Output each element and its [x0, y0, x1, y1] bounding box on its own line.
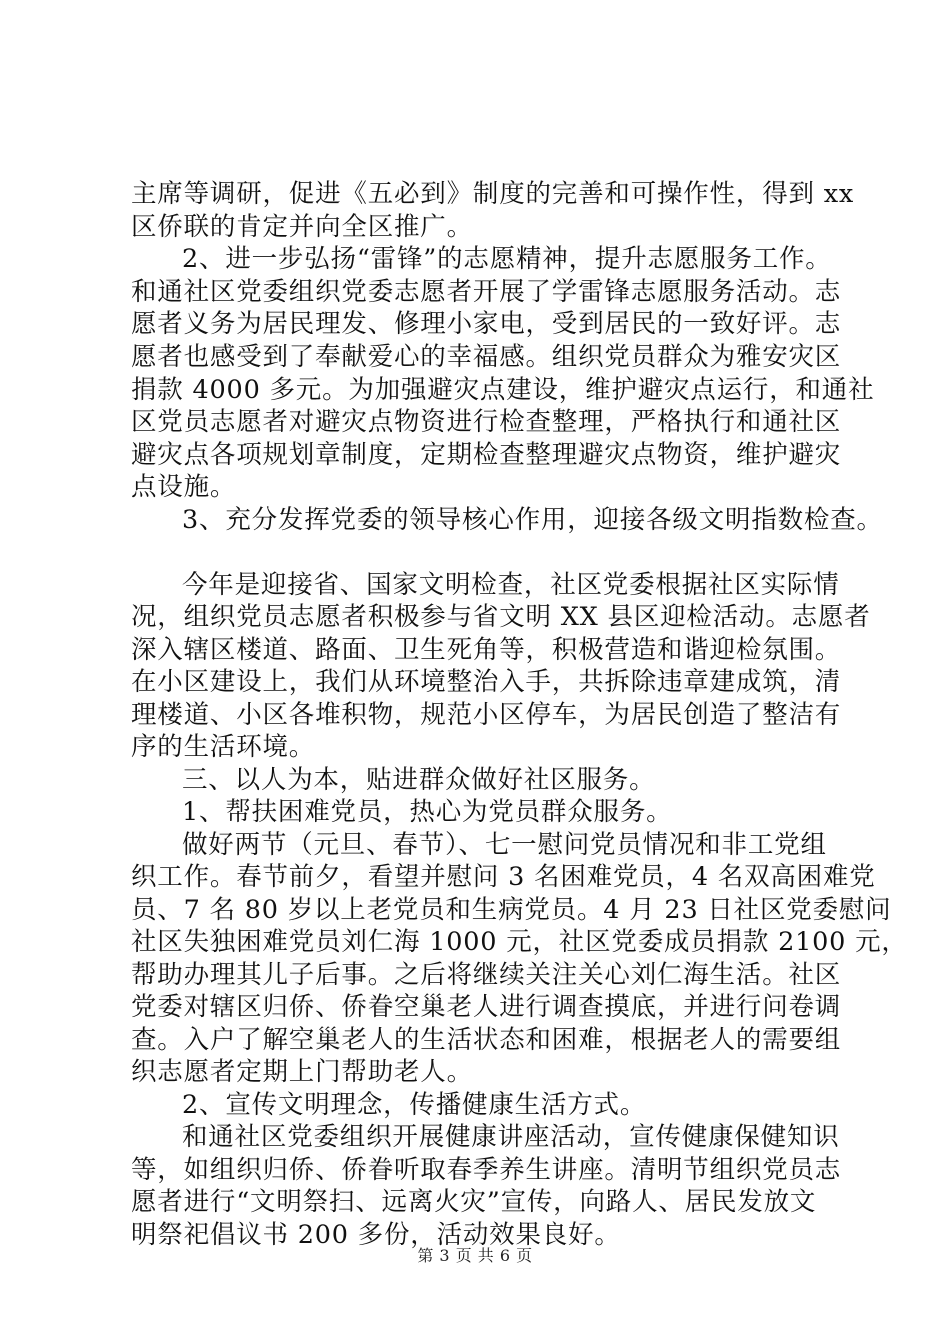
text-line: 织志愿者定期上门帮助老人。	[131, 1057, 473, 1087]
text-line: 理楼道、小区各堆积物，规范小区停车，为居民创造了整洁有	[131, 700, 842, 730]
text-line: 序的生活环境。	[131, 732, 316, 762]
text-line: 区党员志愿者对避灾点物资进行检查整理，严格执行和通社区	[131, 407, 842, 437]
text-line: 愿者也感受到了奉献爱心的幸福感。组织党员群众为雅安灾区	[131, 342, 842, 372]
text-line: 捐款 4000 多元。为加强避灾点建设，维护避灾点运行，和通社	[131, 375, 875, 405]
text-line: 做好两节（元旦、春节）、七一慰问党员情况和非工党组	[182, 830, 827, 860]
text-line: 深入辖区楼道、路面、卫生死角等，积极营造和谐迎检氛围。	[131, 635, 842, 665]
text-line: 党委对辖区归侨、侨眷空巢老人进行调查摸底，并进行问卷调	[131, 992, 842, 1022]
text-line: 明祭祀倡议书 200 多份，活动效果良好。	[131, 1220, 621, 1250]
text-line: 避灾点各项规划章制度，定期检查整理避灾点物资，维护避灾	[131, 440, 842, 470]
text-line: 社区失独困难党员刘仁海 1000 元，社区党委成员捐款 2100 元，	[131, 927, 908, 957]
text-line: 愿者进行“文明祭扫、远离火灾”宣传，向路人、居民发放文	[131, 1187, 817, 1217]
text-line: 和通社区党委组织开展健康讲座活动，宣传健康保健知识	[182, 1122, 840, 1152]
text-line: 3、充分发挥党委的领导核心作用，迎接各级文明指数检查。	[182, 505, 883, 535]
text-line: 2、进一步弘扬“雷锋”的志愿精神，提升志愿服务工作。	[182, 244, 832, 274]
text-line: 1、帮扶困难党员，热心为党员群众服务。	[182, 797, 673, 827]
text-line: 区侨联的肯定并向全区推广。	[131, 212, 473, 242]
text-line: 和通社区党委组织党委志愿者开展了学雷锋志愿服务活动。志	[131, 277, 842, 307]
text-line: 况，组织党员志愿者积极参与省文明 XX 县区迎检活动。志愿者	[131, 602, 871, 632]
text-line: 愿者义务为居民理发、修理小家电，受到居民的一致好评。志	[131, 309, 842, 339]
text-line: 帮助办理其儿子后事。之后将继续关注关心刘仁海生活。社区	[131, 960, 842, 990]
text-line: 今年是迎接省、国家文明检查，社区党委根据社区实际情	[182, 570, 840, 600]
text-line: 主席等调研，促进《五必到》制度的完善和可操作性，得到 xx	[131, 179, 855, 209]
text-line: 员、7 名 80 岁以上老党员和生病党员。4 月 23 日社区党委慰问	[131, 895, 892, 925]
text-line: 三、以人为本，贴进群众做好社区服务。	[182, 765, 656, 795]
text-line: 点设施。	[131, 472, 237, 502]
text-line: 织工作。春节前夕，看望并慰问 3 名困难党员，4 名双高困难党	[131, 862, 876, 892]
text-line: 在小区建设上，我们从环境整治入手，共拆除违章建成筑，清	[131, 667, 842, 697]
text-line: 查。入户了解空巢老人的生活状态和困难，根据老人的需要组	[131, 1025, 842, 1055]
text-line: 等，如组织归侨、侨眷听取春季养生讲座。清明节组织党员志	[131, 1155, 842, 1185]
text-line: 2、宣传文明理念，传播健康生活方式。	[182, 1090, 647, 1120]
page-number: 第 3 页 共 6 页	[417, 1246, 533, 1265]
page-footer	[0, 1246, 950, 1266]
